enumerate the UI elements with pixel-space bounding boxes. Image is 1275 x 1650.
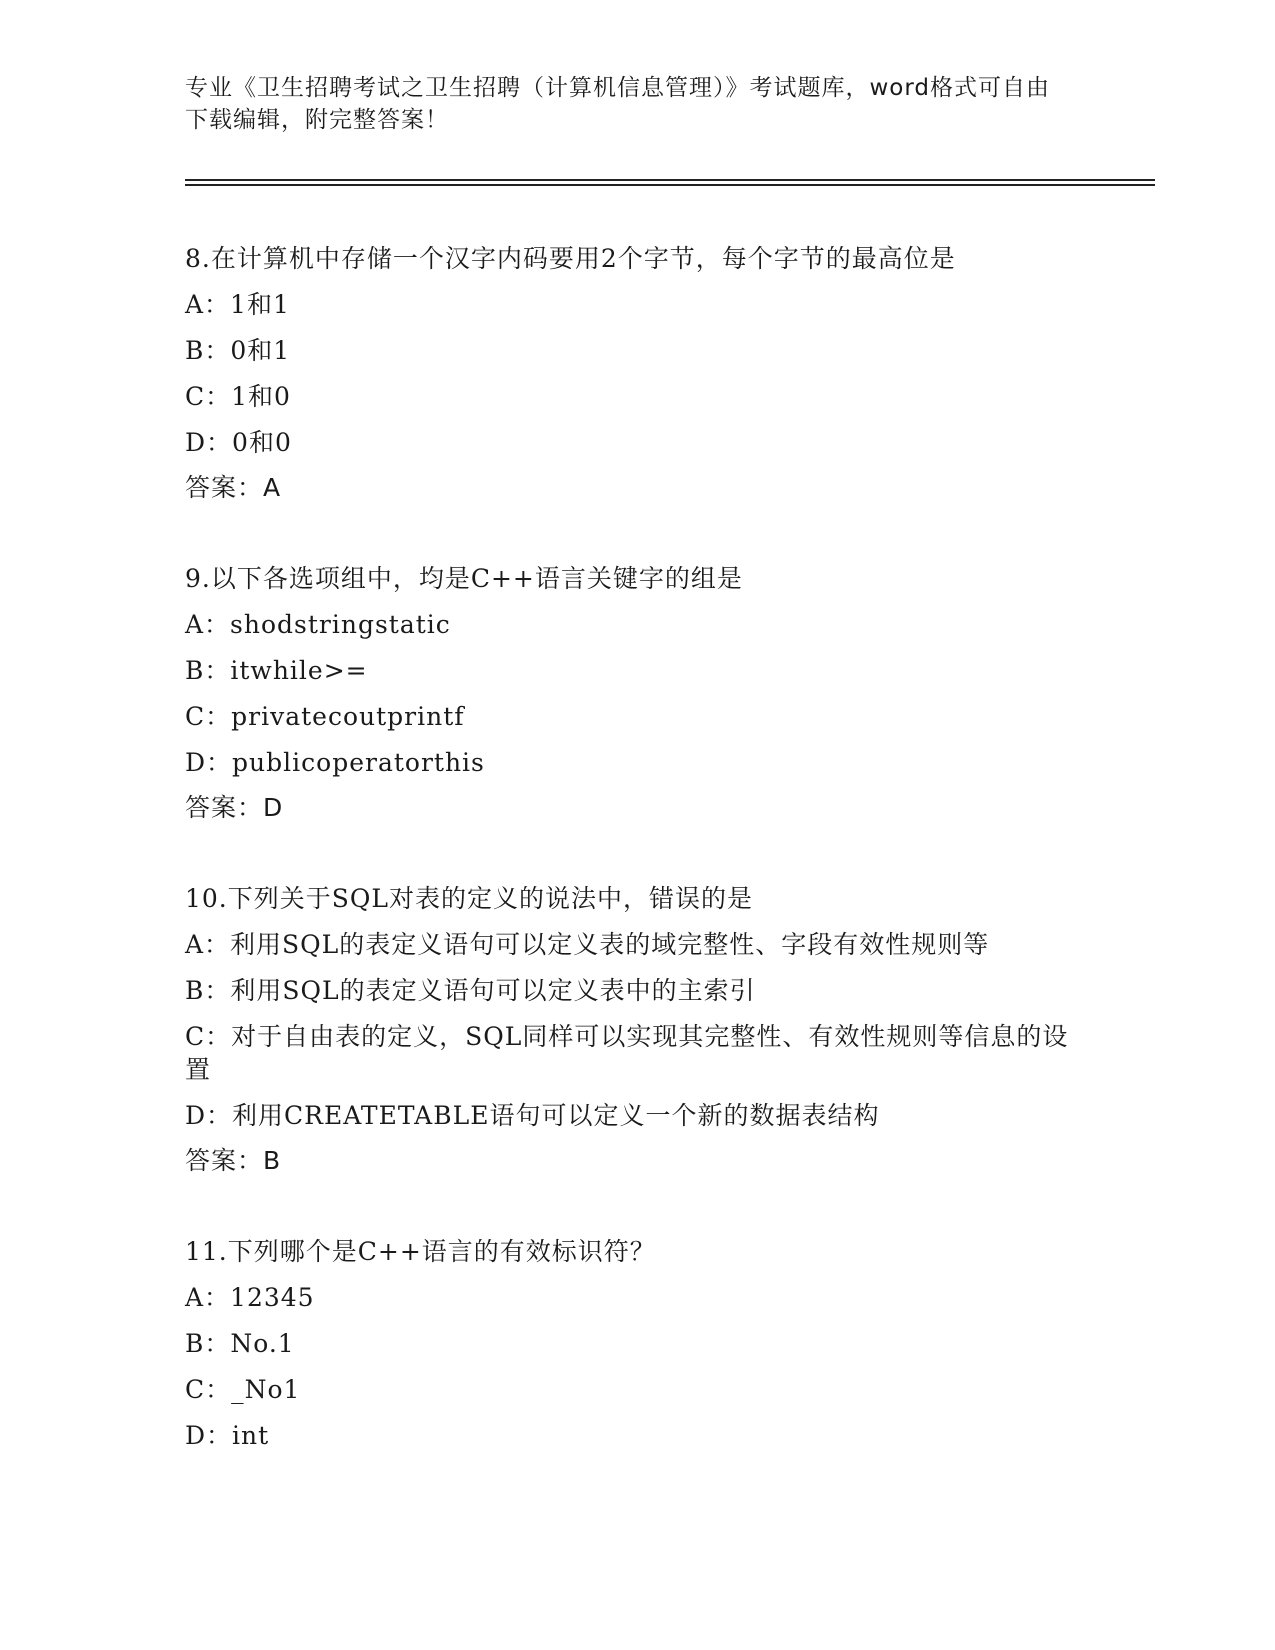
option-d: D：publicoperatorthis [185,748,485,777]
option-d: D：利用CREATETABLE语句可以定义一个新的数据表结构 [185,1101,880,1130]
option-b: B：0和1 [185,336,291,365]
option-d: D：0和0 [185,428,292,457]
question-10 [185,876,1085,1183]
option-d: D：int [185,1421,270,1450]
question-stem: 9.以下各选项组中，均是C++语言关键字的组是 [185,564,743,593]
option-b: B：No.1 [185,1329,295,1358]
option-c: C：privatecoutprintf [185,702,465,731]
option-c: C：对于自由表的定义，SQL同样可以实现其完整性、有效性规则等信息的设置 [185,1022,1069,1084]
option-c: C：_No1 [185,1375,301,1404]
header-divider-top [185,179,1155,181]
question-9 [185,556,1085,830]
answer: 答案：B [185,1146,282,1175]
option-a: A：shodstringstatic [185,610,451,639]
option-b: B：itwhile>= [185,656,368,685]
question-8 [185,236,1085,510]
option-a: A：12345 [185,1283,315,1312]
answer: 答案：D [185,793,284,822]
question-stem: 11.下列哪个是C++语言的有效标识符？ [185,1237,656,1266]
question-list [185,236,1085,1505]
question-stem: 8.在计算机中存储一个汉字内码要用2个字节，每个字节的最高位是 [185,244,956,273]
document-header: 专业《卫生招聘考试之卫生招聘（计算机信息管理）》考试题库，word格式可自由下载编辑，附完整答案！ [185,75,1051,133]
option-a: A：利用SQL的表定义语句可以定义表的域完整性、字段有效性规则等 [185,930,990,959]
option-b: B：利用SQL的表定义语句可以定义表中的主索引 [185,976,756,1005]
question-stem: 10.下列关于SQL对表的定义的说法中，错误的是 [185,884,753,913]
header-divider-bottom [185,184,1155,186]
answer: 答案：A [185,473,282,502]
question-11 [185,1229,1085,1459]
option-a: A：1和1 [185,290,290,319]
option-c: C：1和0 [185,382,291,411]
